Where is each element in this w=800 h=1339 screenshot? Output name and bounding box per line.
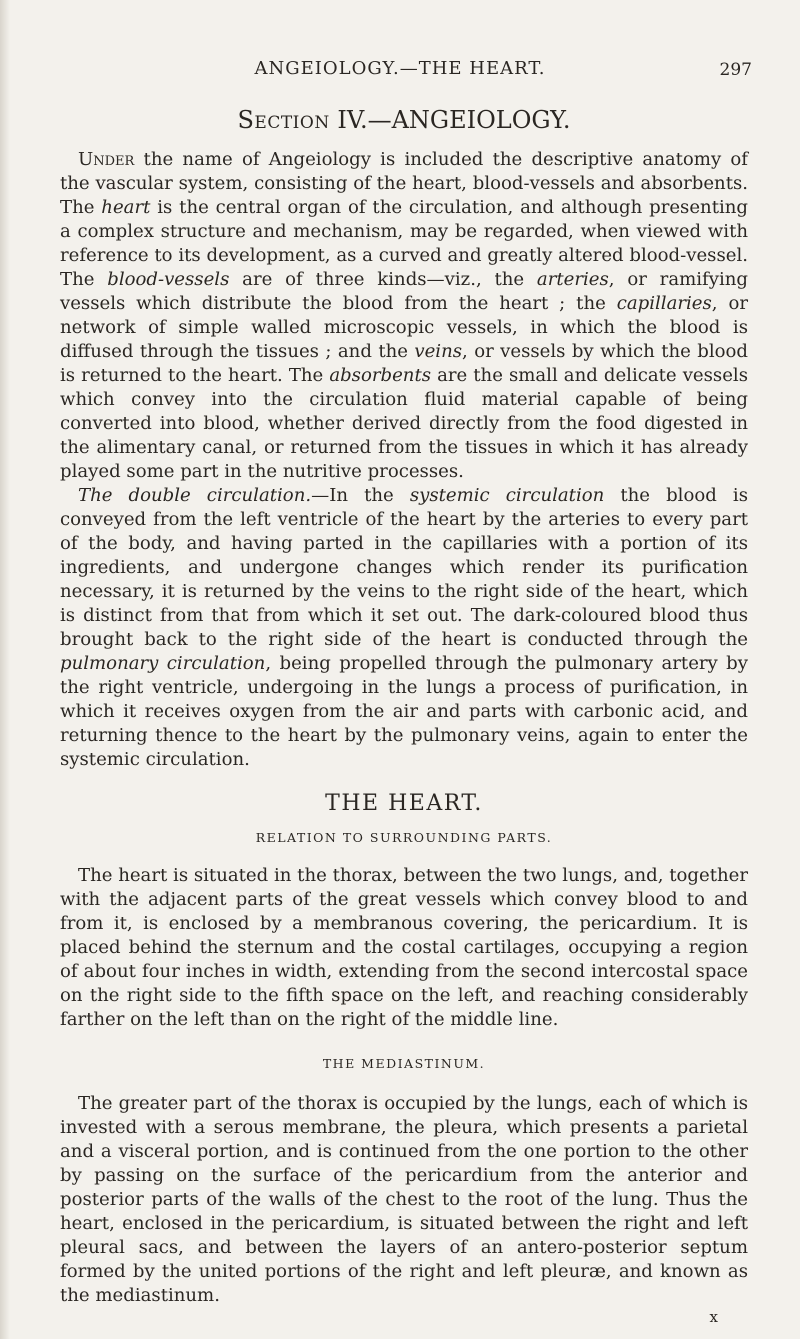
page-header <box>0 58 800 88</box>
text-segment: absorbents <box>329 365 432 386</box>
text-segment: The greater part of the thorax is occupied by the lungs, each of which is invested with a serous membrane, the pleura, which presents a parietal and a visceral portion, and is continued from the one portion to the other by passing on the surface of the pericardium from the anterior and posterior parts of the walls of the chest to the root of the lung. Thus the heart, enclosed in the pericardium, is situated between the right and left pleural sacs, and between the layers of an antero-posterior septum formed by the united portions of the right and left pleuræ, and known as the mediastinum. <box>60 1093 748 1306</box>
text-segment: The heart is situated in the thorax, between the two lungs, and, together with the adjacent parts of the great vessels which convey blood to and from it, is enclosed by a membranous covering, the pericardium. It is placed behind the sternum and the costal cartilages, occupying a region of about four inches in width, extending from the second intercostal space on the right side to the fifth space on the left, and reaching considerably farther on the left than on the right of the middle line. <box>60 865 748 1030</box>
subhead-relation: RELATION TO SURROUNDING PARTS. <box>255 830 553 845</box>
signature-mark: x <box>709 1308 718 1326</box>
page-binding-shadow <box>0 0 10 1339</box>
text-segment: is the central organ of the circulation, and although presenting a complex structure and mechanism, may be regarded, when viewed with reference to its development, as a curved and greatly altered blood-vessel. The <box>60 197 748 290</box>
text-segment: arteries <box>536 269 609 290</box>
text-segment: are the small and delicate vessels which convey into the circulation fluid material capable of being converted into blood, whether derived directly from the food digested in the alimentary canal, or returned from the tissues in which it has already played some part in the nutritive processes. <box>60 365 748 482</box>
section-title <box>60 108 748 132</box>
paragraph-mediastinum <box>60 1092 748 1308</box>
text-segment: Under <box>78 149 135 170</box>
running-head: ANGEIOLOGY.—THE HEART. <box>254 58 546 79</box>
text-segment: systemic circulation <box>409 485 605 506</box>
paragraph-heart-position <box>60 864 748 1032</box>
text-segment: , or vessels by which the blood is returned to the heart. The <box>60 341 748 386</box>
page-number: 297 <box>719 60 752 80</box>
text-segment: the name of Angeiology is included the descriptive anatomy of the vascular system, consisting of the heart, blood-vessels and absorbents. The <box>60 149 748 218</box>
text-segment: heart <box>101 197 151 218</box>
text-segment: veins <box>414 341 463 362</box>
text-segment: , being propelled through the pulmonary artery by the right ventricle, undergoing in the lungs a process of purification, in which it receives oxygen from the air and parts with carbonic acid, and returning thence to the heart by the pulmonary veins, again to enter the systemic circulation. <box>60 653 748 770</box>
text-segment: , or ramifying vessels which distribute the blood from the heart ; the <box>60 269 748 314</box>
paragraph-intro <box>60 148 748 484</box>
text-segment: capillaries <box>616 293 712 314</box>
chapter-title: THE HEART. <box>325 791 483 816</box>
page-body <box>60 108 748 1326</box>
text-segment: —In the <box>311 485 410 506</box>
paragraph-double-circulation <box>60 484 748 772</box>
text-segment: blood-vessels <box>107 269 230 290</box>
text-segment: are of three kinds—viz., the <box>229 269 537 290</box>
subhead-mediastinum: THE MEDIASTINUM. <box>322 1056 486 1071</box>
section-prefix: Section <box>237 106 330 134</box>
text-segment: The double circulation. <box>78 485 312 506</box>
text-segment: pulmonary circulation <box>60 653 266 674</box>
text-segment: , or network of simple walled microscopic vessels, in which the blood is diffused through the tissues ; and the <box>60 293 748 362</box>
section-number-title: IV.—ANGEIOLOGY. <box>329 106 571 134</box>
text-segment: the blood is conveyed from the left ventricle of the heart by the arteries to every part of the body, and having parted in the capillaries with a portion of its ingredients, and undergone changes which render its purification necessary, it is returned by the veins to the right side of the heart, which is distinct from that from which it set out. The dark-coloured blood thus brought back to the right side of the heart is conducted through the <box>60 485 749 650</box>
